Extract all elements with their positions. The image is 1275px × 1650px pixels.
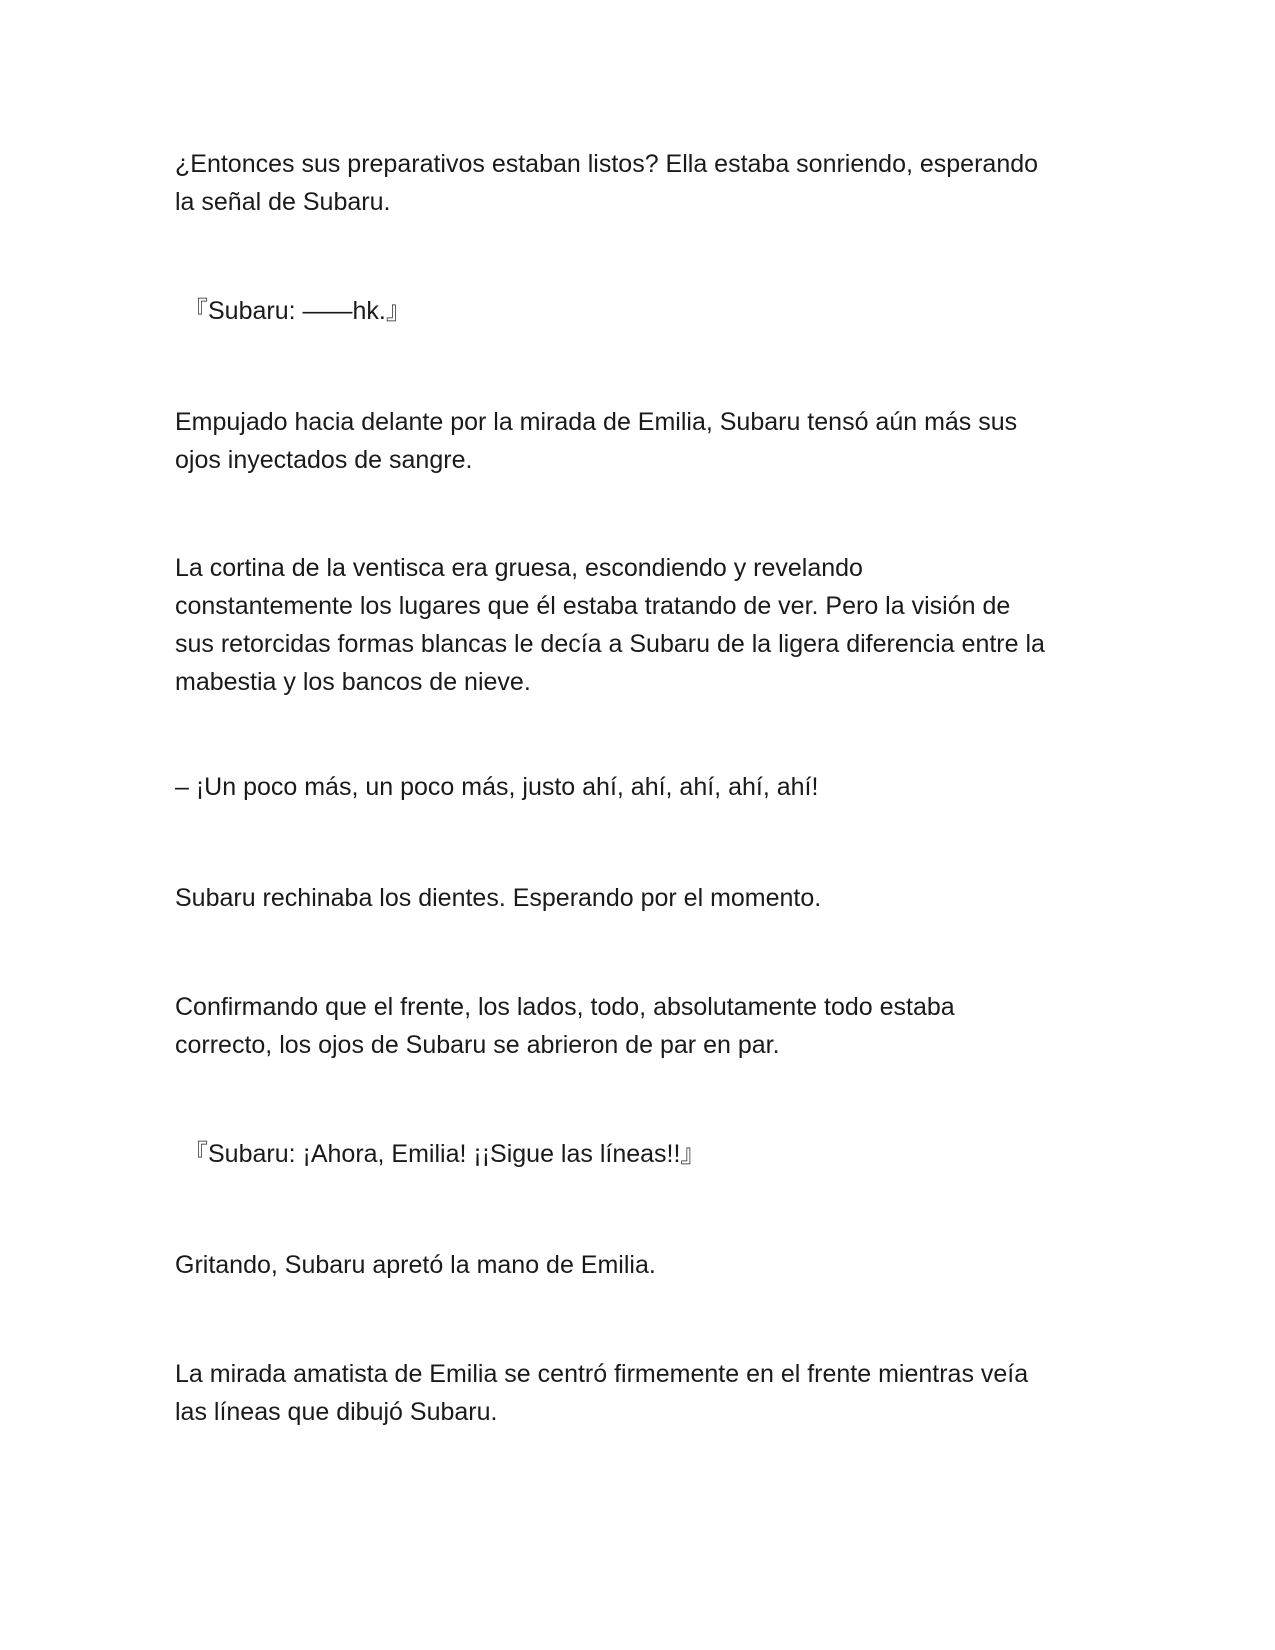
- paragraph-confirming: [175, 988, 1095, 1064]
- paragraph-blizzard-curtain: [175, 549, 1095, 701]
- text-line: ¿Entonces sus preparativos estaban listos? Ella estaba sonriendo, esperando: [175, 150, 1039, 178]
- paragraph-amethyst-gaze: [175, 1355, 1095, 1431]
- text-line: – ¡Un poco más, un poco más, justo ahí, ahí, ahí, ahí, ahí!: [175, 773, 819, 801]
- dialogue-subaru-now-emilia: [183, 1135, 1103, 1173]
- text-line: las líneas que dibujó Subaru.: [175, 1398, 498, 1426]
- text-line: sus retorcidas formas blancas le decía a Subaru de la ligera diferencia entre la: [175, 630, 1045, 658]
- paragraph-pushed-forward: [175, 403, 1095, 479]
- text-line: Confirmando que el frente, los lados, todo, absolutamente todo estaba: [175, 993, 955, 1021]
- dialogue-subaru-hk: [183, 292, 1103, 330]
- text-line: Subaru rechinaba los dientes. Esperando por el momento.: [175, 884, 822, 912]
- text-line: constantemente los lugares que él estaba tratando de ver. Pero la visión de: [175, 592, 1011, 620]
- text-line: la señal de Subaru.: [175, 188, 391, 216]
- text-line: 『Subaru: ——hk.』: [183, 297, 411, 325]
- text-line: Empujado hacia delante por la mirada de Emilia, Subaru tensó aún más sus: [175, 408, 1018, 436]
- text-line: La cortina de la ventisca era gruesa, escondiendo y revelando: [175, 554, 863, 582]
- text-line: mabestia y los bancos de nieve.: [175, 668, 531, 696]
- text-line: La mirada amatista de Emilia se centró firmemente en el frente mientras veía: [175, 1360, 1029, 1388]
- text-line: 『Subaru: ¡Ahora, Emilia! ¡¡Sigue las líneas!!』: [183, 1140, 706, 1168]
- paragraph-preparations: [175, 145, 1095, 221]
- text-line: ojos inyectados de sangre.: [175, 446, 473, 474]
- paragraph-shouting: [175, 1246, 1095, 1284]
- text-line: correcto, los ojos de Subaru se abrieron de par en par.: [175, 1031, 780, 1059]
- paragraph-gritting-teeth: [175, 879, 1095, 917]
- text-line: Gritando, Subaru apretó la mano de Emilia.: [175, 1251, 656, 1279]
- paragraph-a-bit-more: [175, 768, 1095, 806]
